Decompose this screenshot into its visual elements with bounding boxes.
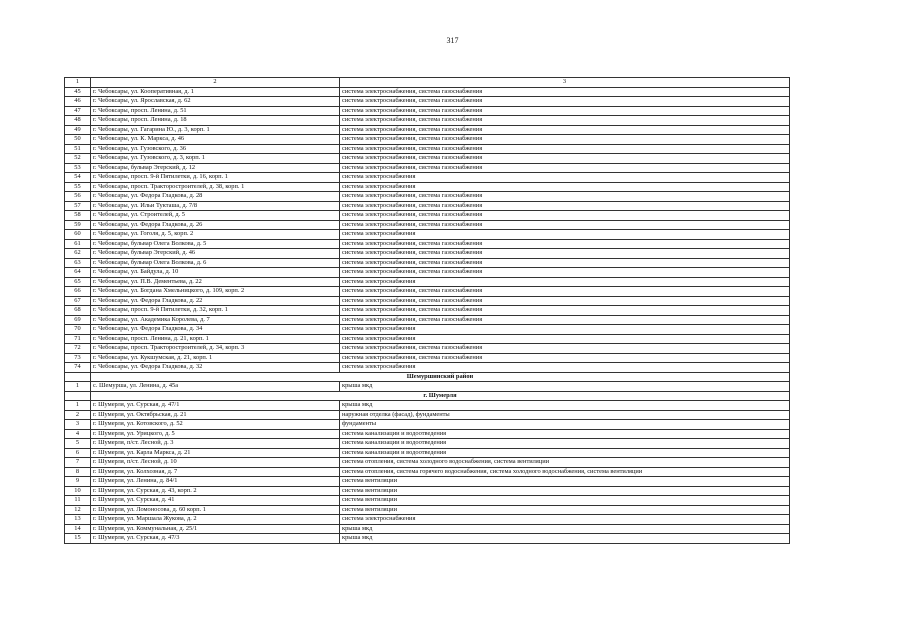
row-number: 64 <box>65 268 91 278</box>
row-number: 65 <box>65 277 91 287</box>
table-row <box>65 363 790 373</box>
row-number: 5 <box>65 439 91 449</box>
table-row <box>65 201 790 211</box>
table-row <box>65 477 790 487</box>
row-number: 8 <box>65 467 91 477</box>
row-work-types: крыша мкд <box>340 534 790 544</box>
row-number: 58 <box>65 211 91 221</box>
table-row <box>65 163 790 173</box>
row-number: 46 <box>65 97 91 107</box>
table-row <box>65 334 790 344</box>
row-address: г. Шумерля, ул. Урицкого, д. 5 <box>91 429 340 439</box>
row-number: 66 <box>65 287 91 297</box>
row-work-types: система электроснабжения, система газоснабжения <box>340 268 790 278</box>
table-row <box>65 429 790 439</box>
table-row <box>65 106 790 116</box>
works-table-body <box>65 78 790 544</box>
row-work-types: система электроснабжения, система газоснабжения <box>340 306 790 316</box>
row-number: 59 <box>65 220 91 230</box>
row-address: г. Чебоксары, ул. Байдула, д. 10 <box>91 268 340 278</box>
row-address: г. Чебоксары, ул. Гузовского, д. 3, корп. 1 <box>91 154 340 164</box>
row-address: г. Чебоксары, ул. Федора Гладкова, д. 28 <box>91 192 340 202</box>
table-row <box>65 154 790 164</box>
row-work-types: система электроснабжения, система газоснабжения <box>340 154 790 164</box>
row-work-types: система электроснабжения <box>340 230 790 240</box>
table-row <box>65 249 790 259</box>
table-row <box>65 448 790 458</box>
row-number: 47 <box>65 106 91 116</box>
row-address: г. Чебоксары, ул. Гагарина Ю., д. 3, корп. 1 <box>91 125 340 135</box>
row-number: 7 <box>65 458 91 468</box>
table-row <box>65 401 790 411</box>
row-address: с. Шемурша, ул. Ленина, д. 45а <box>91 382 340 392</box>
table-row <box>65 144 790 154</box>
row-work-types: система электроснабжения, система газоснабжения <box>340 258 790 268</box>
table-row <box>65 230 790 240</box>
row-work-types: система электроснабжения, система газоснабжения <box>340 135 790 145</box>
section-row <box>65 372 790 382</box>
row-address: г. Чебоксары, просп. 9-й Пятилетки, д. 16, корп. 1 <box>91 173 340 183</box>
row-address: г. Шумерля, ул. Сурская, д. 47/1 <box>91 401 340 411</box>
section-empty-cell <box>65 391 91 401</box>
row-number: 15 <box>65 534 91 544</box>
table-row <box>65 87 790 97</box>
row-number: 52 <box>65 154 91 164</box>
table-row <box>65 277 790 287</box>
table-row <box>65 220 790 230</box>
row-work-types: система электроснабжения, система газоснабжения <box>340 353 790 363</box>
section-empty-cell <box>65 372 91 382</box>
row-work-types: система электроснабжения <box>340 363 790 373</box>
row-address: г. Шумерля, п/ст. Лесной, д. 10 <box>91 458 340 468</box>
row-number: 45 <box>65 87 91 97</box>
row-address: г. Чебоксары, ул. Кооперативная, д. 1 <box>91 87 340 97</box>
table-row <box>65 97 790 107</box>
row-address: г. Шумерля, ул. Сурская, д. 41 <box>91 496 340 506</box>
section-title: г. Шумерля <box>91 391 790 401</box>
row-work-types: система электроснабжения, система газоснабжения <box>340 211 790 221</box>
row-number: 57 <box>65 201 91 211</box>
header-col-3: 3 <box>340 78 790 88</box>
header-col-1: 1 <box>65 78 91 88</box>
row-number: 62 <box>65 249 91 259</box>
row-address: г. Шумерля, ул. Колхозная, д. 7 <box>91 467 340 477</box>
table-row <box>65 135 790 145</box>
page-number: 317 <box>446 36 459 45</box>
row-address: г. Чебоксары, ул. Федора Гладкова, д. 32 <box>91 363 340 373</box>
row-address: г. Чебоксары, ул. Федора Гладкова, д. 34 <box>91 325 340 335</box>
row-work-types: крыша мкд <box>340 524 790 534</box>
table-row <box>65 192 790 202</box>
table-row <box>65 125 790 135</box>
row-number: 56 <box>65 192 91 202</box>
row-number: 50 <box>65 135 91 145</box>
row-number: 6 <box>65 448 91 458</box>
row-work-types: крыша мкд <box>340 382 790 392</box>
row-address: г. Чебоксары, ул. П.В. Дементьева, д. 22 <box>91 277 340 287</box>
row-work-types: крыша мкд <box>340 401 790 411</box>
works-table <box>64 77 790 544</box>
table-row <box>65 515 790 525</box>
row-address: г. Шумерля, ул. Ленина, д. 84/1 <box>91 477 340 487</box>
row-work-types: фундаменты <box>340 420 790 430</box>
row-number: 54 <box>65 173 91 183</box>
row-address: г. Шумерля, ул. Сурская, д. 43, корп. 2 <box>91 486 340 496</box>
row-number: 69 <box>65 315 91 325</box>
row-number: 2 <box>65 410 91 420</box>
row-work-types: наружная отделка (фасад), фундаменты <box>340 410 790 420</box>
row-work-types: система электроснабжения, система газоснабжения <box>340 220 790 230</box>
row-number: 10 <box>65 486 91 496</box>
table-row <box>65 505 790 515</box>
row-address: г. Шумерля, ул. Карла Маркса, д. 21 <box>91 448 340 458</box>
row-address: г. Шумерля, ул. Коммунальная, д. 25/1 <box>91 524 340 534</box>
row-work-types: система электроснабжения, система газоснабжения <box>340 106 790 116</box>
row-work-types: система электроснабжения, система газоснабжения <box>340 125 790 135</box>
row-address: г. Чебоксары, просп. Тракторостроителей, д. 34, корп. 3 <box>91 344 340 354</box>
table-row <box>65 211 790 221</box>
row-number: 74 <box>65 363 91 373</box>
row-address: г. Шумерля, п/ст. Лесной, д. 3 <box>91 439 340 449</box>
row-work-types: система электроснабжения, система газоснабжения <box>340 344 790 354</box>
row-work-types: система вентиляции <box>340 486 790 496</box>
row-address: г. Чебоксары, ул. Академика Королева, д. 7 <box>91 315 340 325</box>
row-work-types: система электроснабжения, система газоснабжения <box>340 87 790 97</box>
row-address: г. Чебоксары, бульвар Эгерский, д. 12 <box>91 163 340 173</box>
row-address: г. Шумерля, ул. Маршала Жукова, д. 2 <box>91 515 340 525</box>
row-work-types: система электроснабжения, система газоснабжения <box>340 163 790 173</box>
table-row <box>65 173 790 183</box>
row-work-types: система электроснабжения, система газоснабжения <box>340 116 790 126</box>
table-row <box>65 534 790 544</box>
row-address: г. Шумерля, ул. Сурская, д. 47/3 <box>91 534 340 544</box>
row-work-types: система электроснабжения, система газоснабжения <box>340 296 790 306</box>
row-address: г. Чебоксары, бульвар Олега Волкова, д. 6 <box>91 258 340 268</box>
row-address: г. Чебоксары, просп. Ленина, д. 18 <box>91 116 340 126</box>
row-address: г. Чебоксары, ул. Федора Гладкова, д. 22 <box>91 296 340 306</box>
row-work-types: система вентиляции <box>340 477 790 487</box>
row-address: г. Чебоксары, ул. Строителей, д. 5 <box>91 211 340 221</box>
table-row <box>65 344 790 354</box>
row-number: 4 <box>65 429 91 439</box>
row-work-types: система электроснабжения, система газоснабжения <box>340 239 790 249</box>
row-number: 55 <box>65 182 91 192</box>
row-number: 1 <box>65 382 91 392</box>
table-row <box>65 486 790 496</box>
row-number: 70 <box>65 325 91 335</box>
table-row <box>65 296 790 306</box>
row-number: 13 <box>65 515 91 525</box>
row-address: г. Чебоксары, ул. Кукшумская, д. 21, корп. 1 <box>91 353 340 363</box>
table-row <box>65 182 790 192</box>
section-title: Шемуршинский район <box>91 372 790 382</box>
table-row <box>65 353 790 363</box>
row-address: г. Чебоксары, ул. Богдана Хмельницкого, д. 109, корп. 2 <box>91 287 340 297</box>
row-number: 11 <box>65 496 91 506</box>
row-number: 63 <box>65 258 91 268</box>
row-number: 53 <box>65 163 91 173</box>
table-row <box>65 258 790 268</box>
section-row <box>65 391 790 401</box>
row-address: г. Чебоксары, ул. Ильи Тукташа, д. 7/8 <box>91 201 340 211</box>
row-number: 72 <box>65 344 91 354</box>
row-address: г. Шумерля, ул. Котовского, д. 52 <box>91 420 340 430</box>
table-row <box>65 287 790 297</box>
header-col-2: 2 <box>91 78 340 88</box>
row-work-types: система электроснабжения, система газоснабжения <box>340 287 790 297</box>
table-row <box>65 410 790 420</box>
table-row <box>65 467 790 477</box>
row-number: 49 <box>65 125 91 135</box>
table-row <box>65 458 790 468</box>
row-number: 51 <box>65 144 91 154</box>
row-work-types: система электроснабжения, система газоснабжения <box>340 144 790 154</box>
row-address: г. Шумерля, ул. Октябрьская, д. 21 <box>91 410 340 420</box>
row-work-types: система канализации и водоотведения <box>340 439 790 449</box>
row-number: 67 <box>65 296 91 306</box>
row-work-types: система электроснабжения <box>340 277 790 287</box>
table-row <box>65 315 790 325</box>
row-number: 71 <box>65 334 91 344</box>
table-row <box>65 382 790 392</box>
row-work-types: система электроснабжения <box>340 182 790 192</box>
row-work-types: система отопления, система холодного водоснабжения, система вентиляции <box>340 458 790 468</box>
row-address: г. Чебоксары, просп. Тракторостроителей, д. 38, корп. 1 <box>91 182 340 192</box>
row-number: 73 <box>65 353 91 363</box>
row-number: 61 <box>65 239 91 249</box>
row-number: 68 <box>65 306 91 316</box>
table-row <box>65 439 790 449</box>
row-number: 3 <box>65 420 91 430</box>
row-work-types: система электроснабжения, система газоснабжения <box>340 97 790 107</box>
row-address: г. Чебоксары, просп. Ленина, д. 21, корп. 1 <box>91 334 340 344</box>
table-row <box>65 239 790 249</box>
row-work-types: система вентиляции <box>340 496 790 506</box>
row-address: г. Чебоксары, ул. Гузовского, д. 36 <box>91 144 340 154</box>
table-row <box>65 268 790 278</box>
table-row <box>65 306 790 316</box>
row-address: г. Чебоксары, бульвар Олега Волкова, д. 5 <box>91 239 340 249</box>
row-number: 48 <box>65 116 91 126</box>
row-address: г. Чебоксары, просп. Ленина, д. 51 <box>91 106 340 116</box>
row-number: 60 <box>65 230 91 240</box>
table-row <box>65 116 790 126</box>
row-work-types: система электроснабжения, система газоснабжения <box>340 192 790 202</box>
row-address: г. Чебоксары, ул. Гоголя, д. 5, корп. 2 <box>91 230 340 240</box>
row-number: 9 <box>65 477 91 487</box>
table-header-row <box>65 78 790 88</box>
table-row <box>65 325 790 335</box>
row-work-types: система вентиляции <box>340 505 790 515</box>
row-work-types: система канализации и водоотведения <box>340 429 790 439</box>
row-work-types: система электроснабжения <box>340 334 790 344</box>
table-row <box>65 496 790 506</box>
row-address: г. Чебоксары, бульвар Эгерский, д. 46 <box>91 249 340 259</box>
row-work-types: система отопления, система горячего водоснабжения, система холодного водоснабжения, система вентиляции <box>340 467 790 477</box>
table-row <box>65 524 790 534</box>
row-number: 12 <box>65 505 91 515</box>
row-address: г. Чебоксары, ул. Ярославская, д. 62 <box>91 97 340 107</box>
row-work-types: система электроснабжения, система газоснабжения <box>340 249 790 259</box>
row-work-types: система электроснабжения <box>340 325 790 335</box>
row-work-types: система электроснабжения, система газоснабжения <box>340 315 790 325</box>
table-row <box>65 420 790 430</box>
row-address: г. Чебоксары, просп. 9-й Пятилетки, д. 32, корп. 1 <box>91 306 340 316</box>
row-work-types: система канализации и водоотведения <box>340 448 790 458</box>
row-work-types: система электроснабжения <box>340 515 790 525</box>
row-number: 14 <box>65 524 91 534</box>
row-number: 1 <box>65 401 91 411</box>
row-work-types: система электроснабжения, система газоснабжения <box>340 201 790 211</box>
row-work-types: система электроснабжения <box>340 173 790 183</box>
row-address: г. Чебоксары, ул. К. Маркса, д. 46 <box>91 135 340 145</box>
row-address: г. Шумерля, ул. Ломоносова, д. 60 корп. 1 <box>91 505 340 515</box>
row-address: г. Чебоксары, ул. Федора Гладкова, д. 26 <box>91 220 340 230</box>
